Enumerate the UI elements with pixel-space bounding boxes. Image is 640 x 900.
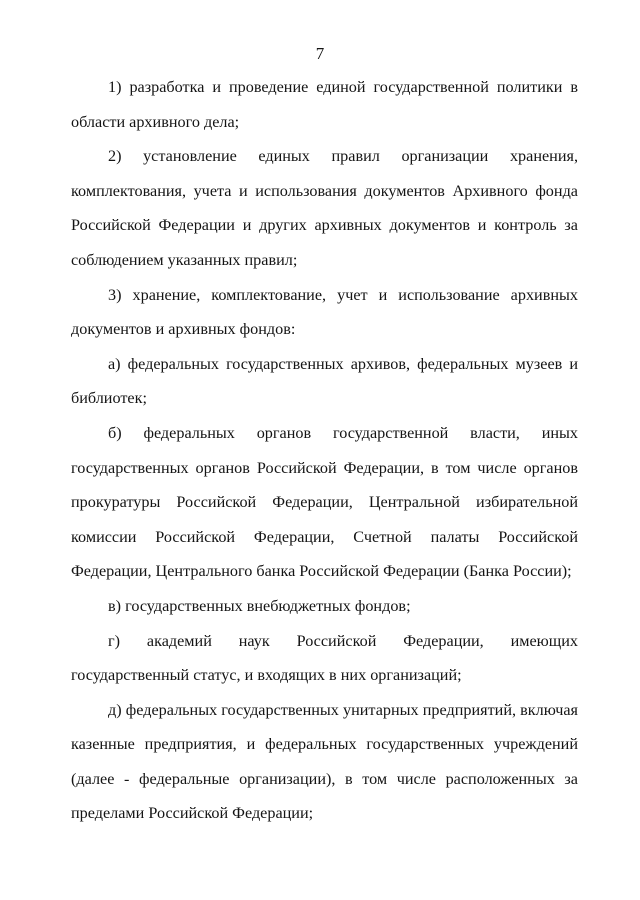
paragraph-subitem-a: а) федеральных государственных архивов, федеральных музеев и библиотек;: [71, 354, 578, 408]
paragraph-item-2: 2) установление единых правил организации хранения, комплектования, учета и использования документов Архивного фонда Российской Федерации и других архивных документов и контроль за соблюдением указанных правил;: [71, 147, 578, 269]
document-body: [71, 70, 578, 831]
paragraph-subitem-v: в) государственных внебюджетных фондов;: [108, 596, 411, 615]
paragraph-item-3: 3) хранение, комплектование, учет и использование архивных документов и архивных фондов:: [71, 285, 578, 339]
paragraph-subitem-g: г) академий наук Российской Федерации, имеющих государственный статус, и входящих в них организаций;: [71, 631, 578, 685]
page-number: 7: [315, 44, 325, 63]
paragraph-subitem-b: б) федеральных органов государственной власти, иных государственных органов Российской Федерации, в том числе органов прокуратуры Российской Федерации, Центральной избирательной комиссии Российской Федерации, Счетной палаты Российской Федерации, Центрального банка Российской Федерации (Банка России);: [71, 423, 578, 581]
paragraph-item-1: 1) разработка и проведение единой государственной политики в области архивного дела;: [71, 78, 578, 131]
paragraph-subitem-d: д) федеральных государственных унитарных предприятий, включая казенные предприятия, и федеральных государственных учреждений (далее - федеральные организации), в том числе расположенных за пределами Российской Федерации;: [71, 700, 578, 823]
